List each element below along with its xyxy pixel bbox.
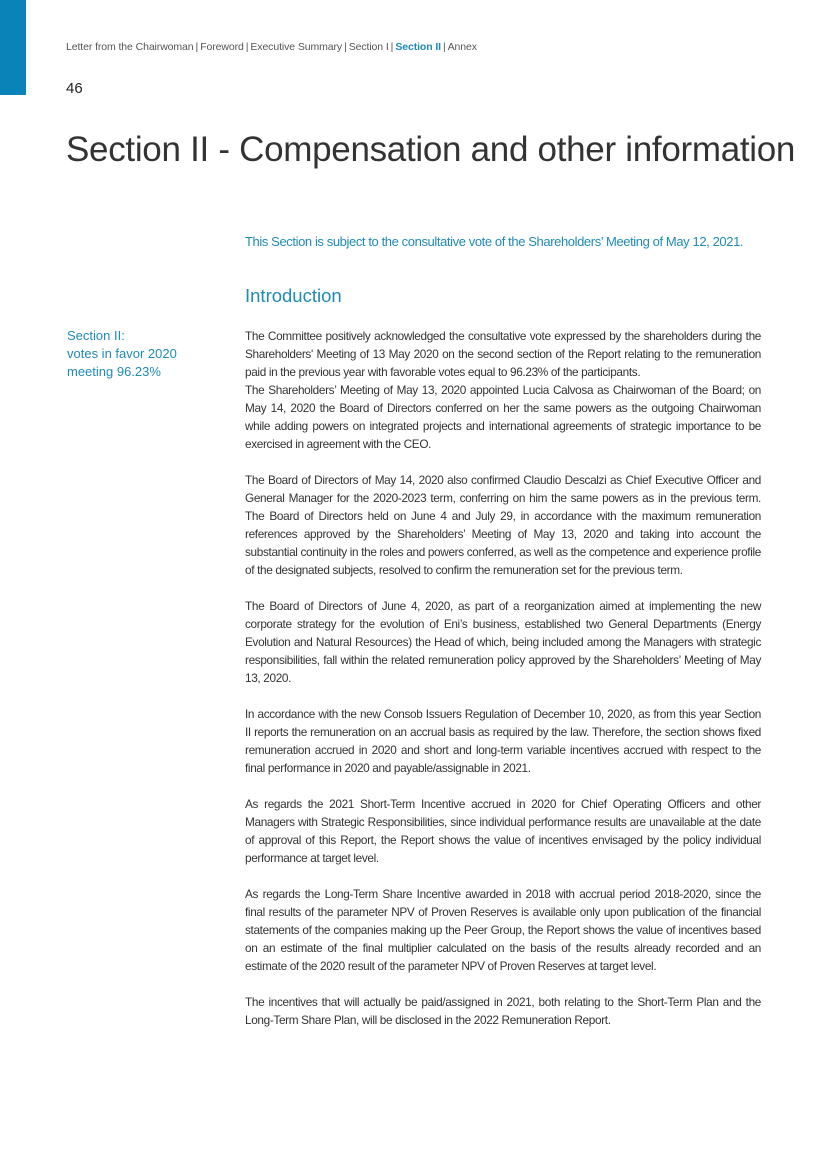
paragraph: The Board of Directors of June 4, 2020, as part of a reorganization aimed at implementing the new corporate strategy for the evolution of Eni’s business, established two General Departments (Energy Evolution and Natural Resources) the Head of which, being included among the Managers with strategic responsibilities, fall within the related remuneration policy approved by the Shareholders’ Meeting of May 13, 2020.	[245, 599, 761, 685]
nav-separator: |	[245, 41, 249, 53]
paragraph: As regards the 2021 Short-Term Incentive accrued in 2020 for Chief Operating Officers and other Managers with Strategic Responsibilities, since individual performance results are unavailable at the date of approval of this Report, the Report shows the value of incentives envisaged by the policy individual performance at target level.	[245, 797, 761, 865]
page-number: 46	[66, 80, 83, 97]
sidebar-note-line: Section II:	[67, 328, 125, 343]
nav-executive-summary[interactable]: Executive Summary	[250, 41, 343, 53]
paragraph: The incentives that will actually be paid/assigned in 2021, both relating to the Short-Term Plan and the Long-Term Share Plan, will be disclosed in the 2022 Remuneration Report.	[245, 995, 761, 1027]
sidebar-note	[67, 327, 217, 381]
nav-separator: |	[195, 41, 199, 53]
paragraph: The Shareholders’ Meeting of May 13, 2020 appointed Lucia Calvosa as Chairwoman of the Board; on May 14, 2020 the Board of Directors conferred on her the same powers as the outgoing Chairwoman while adding powers on integrated projects and international agreements of strategic importance to be exercised in agreement with the CEO.	[245, 383, 761, 451]
nav-section-i[interactable]: Section I	[348, 41, 389, 53]
nav-separator: |	[344, 41, 347, 53]
breadcrumb-nav	[66, 41, 477, 53]
nav-separator: |	[390, 41, 394, 53]
section-color-tab	[0, 0, 26, 95]
section-heading: Introduction	[245, 285, 342, 306]
nav-annex[interactable]: Annex	[447, 41, 477, 53]
paragraph: In accordance with the new Consob Issuers Regulation of December 10, 2020, as from this year Section II reports the remuneration on an accrual basis as required by the law. Therefore, the section shows fixed remuneration accrued in 2020 and short and long-term variable incentives accrued with respect to the final performance in 2020 and payable/assignable in 2021.	[245, 707, 761, 775]
paragraph: As regards the Long-Term Share Incentive awarded in 2018 with accrual period 2018-2020, since the final results of the parameter NPV of Proven Reserves is available only upon publication of the financial statements of the companies making up the Peer Group, the Report shows the value of incentives based on an estimate of the final multiplier calculated on the basis of the results already recorded and an estimate of the 2020 result of the parameter NPV of Proven Reserves at target level.	[245, 887, 761, 973]
sidebar-note-line: votes in favor 2020	[67, 346, 177, 361]
sidebar-note-line: meeting 96.23%	[67, 364, 161, 379]
nav-foreword[interactable]: Foreword	[200, 41, 244, 53]
lead-statement: This Section is subject to the consultative vote of the Shareholders’ Meeting of May 12, 2021.	[245, 234, 744, 249]
paragraph: The Committee positively acknowledged the consultative vote expressed by the shareholders during the Shareholders' Meeting of 13 May 2020 on the second section of the Report relating to the remuneration paid in the previous year with favorable votes equal to 96.23% of the participants.	[245, 329, 761, 379]
page-title: Section II - Compensation and other information	[66, 130, 796, 169]
body-text	[245, 327, 761, 1047]
nav-letter-from-chairwoman[interactable]: Letter from the Chairwoman	[66, 41, 194, 53]
paragraph: The Board of Directors of May 14, 2020 also confirmed Claudio Descalzi as Chief Executive Officer and General Manager for the 2020-2023 term, conferring on him the same powers as in the previous term. The Board of Directors held on June 4 and July 29, in accordance with the maximum remuneration references approved by the Shareholders’ Meeting of May 13, 2020 and taking into account the substantial continuity in the roles and powers conferred, as well as the competence and experience profile of the designated subjects, resolved to confirm the remuneration set for the previous term.	[245, 473, 761, 577]
nav-section-ii[interactable]: Section II	[395, 41, 441, 53]
nav-separator: |	[443, 41, 446, 53]
